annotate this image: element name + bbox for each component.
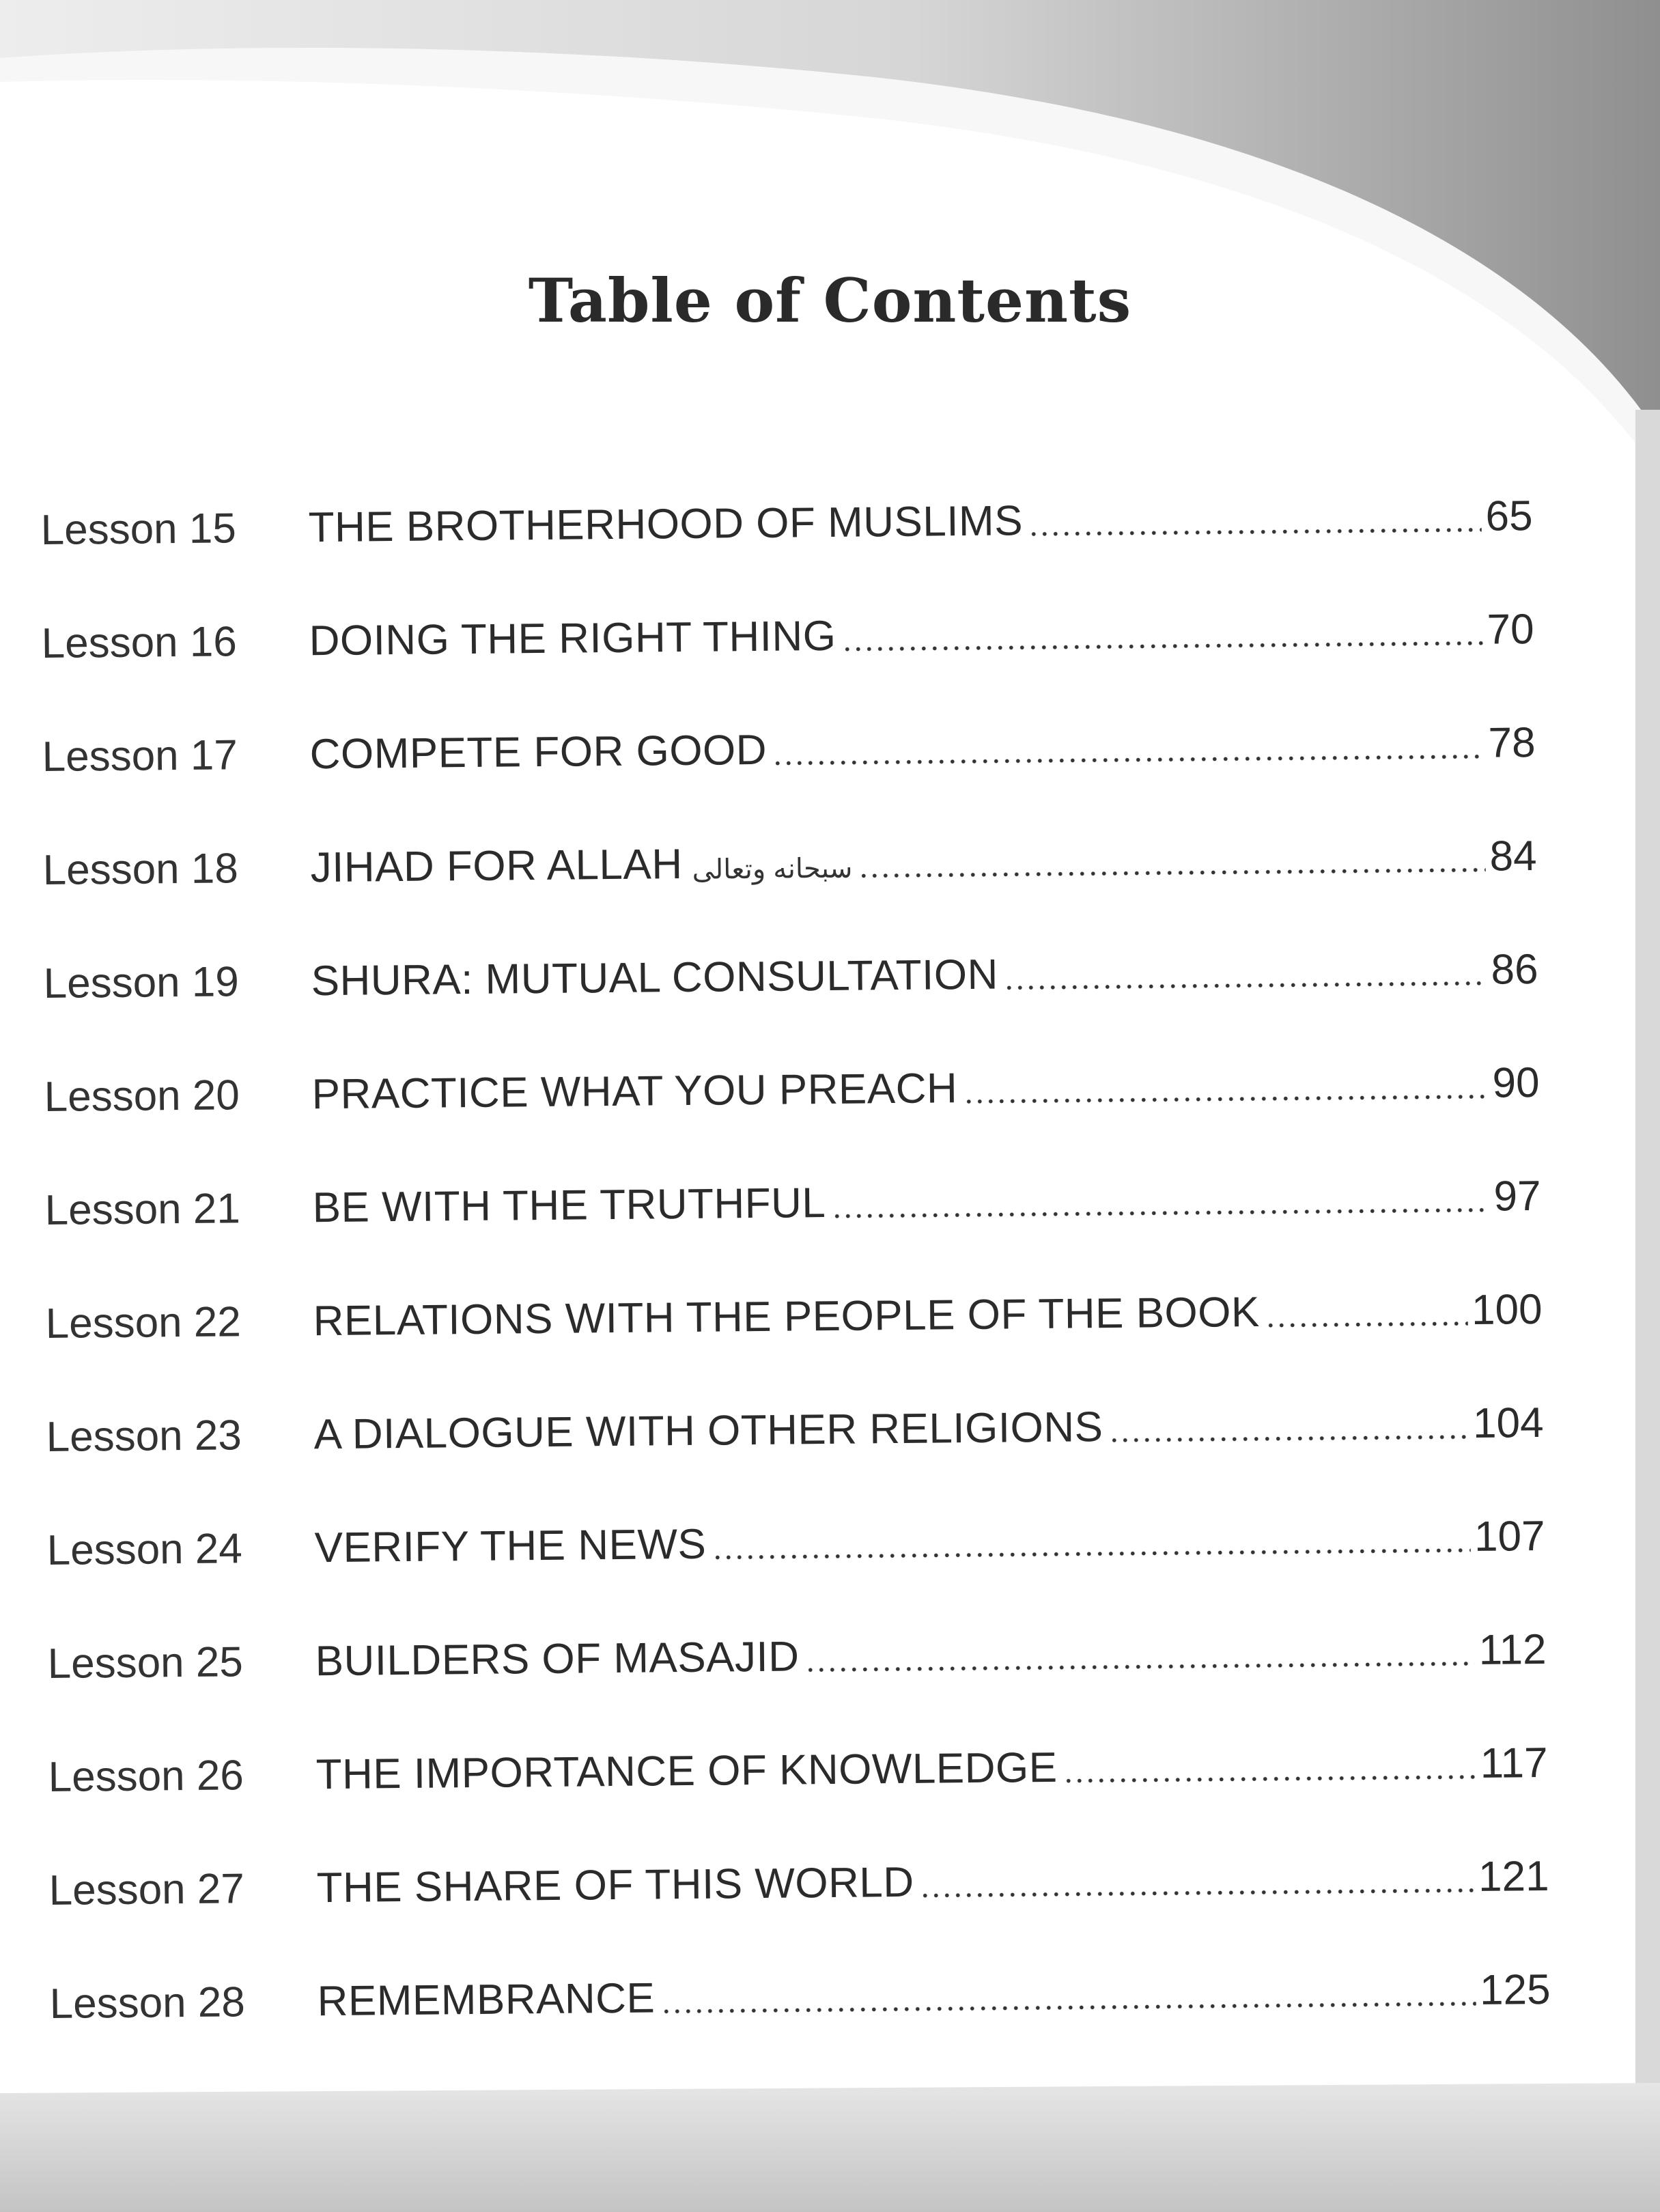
lesson-number: Lesson 25	[47, 1638, 244, 1688]
dot-leader	[1004, 981, 1487, 991]
lesson-title: A DIALOGUE WITH OTHER RELIGIONS	[313, 1403, 1103, 1459]
entry-line	[308, 492, 1533, 552]
entry-line	[310, 832, 1537, 892]
toc-entry-lesson-23[interactable]	[46, 1386, 1544, 1461]
toc-entry-lesson-26[interactable]	[48, 1726, 1548, 1802]
page-number: 125	[1479, 1965, 1551, 2014]
page-number: 86	[1491, 945, 1538, 994]
lesson-number: Lesson 15	[40, 505, 237, 555]
dot-leader	[660, 2001, 1476, 2014]
toc-entry-lesson-28[interactable]	[49, 1952, 1551, 2028]
dot-leader	[1109, 1434, 1469, 1443]
honorific-calligraphy: سبحانه وتعالى	[692, 853, 853, 885]
page-number: 70	[1487, 606, 1534, 654]
entry-line	[317, 1965, 1551, 2026]
page-number: 100	[1471, 1285, 1543, 1334]
page-number: 78	[1488, 719, 1536, 767]
page-title: Table of Contents	[528, 265, 1132, 336]
toc-entry-lesson-20[interactable]	[44, 1046, 1540, 1121]
lesson-title: SHURA: MUTUAL CONSULTATION	[311, 951, 999, 1005]
toc-entry-lesson-16[interactable]	[41, 592, 1534, 668]
lesson-title: THE BROTHERHOOD OF MUSLIMS	[308, 497, 1024, 552]
dot-leader	[772, 754, 1485, 766]
dot-leader	[712, 1548, 1470, 1560]
dot-leader	[1028, 527, 1482, 537]
entry-line	[316, 1852, 1549, 1912]
entry-line	[309, 605, 1534, 665]
lesson-number: Lesson 28	[49, 1978, 246, 2028]
entry-line	[313, 1399, 1544, 1459]
page-number: 90	[1492, 1059, 1540, 1107]
dot-leader	[842, 641, 1483, 652]
page-number: 65	[1485, 492, 1533, 540]
dot-leader	[858, 867, 1485, 879]
entry-line	[312, 1172, 1541, 1232]
lesson-title: COMPETE FOR GOOD	[309, 726, 768, 779]
lesson-number: Lesson 18	[42, 845, 239, 894]
lesson-number: Lesson 26	[48, 1752, 244, 1801]
toc-entry-lesson-17[interactable]	[42, 705, 1536, 781]
toc-entry-lesson-25[interactable]	[47, 1612, 1547, 1688]
lesson-number: Lesson 16	[41, 618, 238, 668]
entry-line	[315, 1739, 1548, 1799]
lesson-title: DOING THE RIGHT THING	[309, 612, 836, 665]
lesson-number: Lesson 24	[46, 1525, 243, 1574]
lesson-title: BUILDERS OF MASAJID	[315, 1633, 800, 1685]
lesson-number: Lesson 22	[45, 1298, 242, 1347]
entry-line	[313, 1285, 1543, 1345]
toc-entry-lesson-21[interactable]	[44, 1159, 1541, 1235]
lesson-title: REMEMBRANCE	[317, 1974, 656, 2026]
lesson-title: JIHAD FOR ALLAH	[310, 841, 683, 892]
page-number: 107	[1474, 1512, 1545, 1560]
dot-leader	[963, 1094, 1488, 1104]
entry-line	[311, 1059, 1540, 1119]
dot-leader	[1063, 1774, 1476, 1784]
page-number: 112	[1478, 1625, 1547, 1674]
lesson-title: THE SHARE OF THIS WORLD	[316, 1858, 914, 1912]
lesson-title: BE WITH THE TRUTHFUL	[312, 1179, 826, 1232]
dot-leader	[1265, 1321, 1467, 1328]
dot-leader	[920, 1888, 1475, 1899]
toc-entry-lesson-19[interactable]	[43, 932, 1538, 1008]
lesson-title: VERIFY THE NEWS	[314, 1520, 707, 1572]
toc-entry-lesson-27[interactable]	[48, 1839, 1549, 1915]
lesson-title: RELATIONS WITH THE PEOPLE OF THE BOOK	[313, 1288, 1261, 1345]
toc-entry-lesson-18[interactable]	[42, 819, 1537, 895]
entry-line	[315, 1625, 1547, 1685]
lesson-title: PRACTICE WHAT YOU PREACH	[311, 1065, 958, 1119]
lesson-number: Lesson 27	[48, 1865, 245, 1914]
page-number: 117	[1480, 1739, 1548, 1787]
toc-entry-lesson-15[interactable]	[40, 479, 1533, 555]
entry-line	[311, 945, 1538, 1005]
page-number: 97	[1493, 1172, 1541, 1220]
lesson-number: Lesson 21	[44, 1185, 241, 1234]
lesson-number: Lesson 23	[46, 1412, 242, 1461]
dot-leader	[805, 1661, 1475, 1672]
lesson-number: Lesson 17	[42, 731, 238, 781]
page-number: 104	[1472, 1399, 1544, 1447]
dot-leader	[831, 1207, 1489, 1219]
toc-entry-lesson-22[interactable]	[45, 1272, 1543, 1348]
page-number: 84	[1489, 832, 1537, 880]
lesson-title: THE IMPORTANCE OF KNOWLEDGE	[315, 1744, 1058, 1799]
entry-line	[314, 1512, 1545, 1572]
page-number: 121	[1478, 1852, 1549, 1901]
lesson-number: Lesson 19	[43, 958, 240, 1007]
entry-line	[309, 718, 1536, 779]
toc-entry-lesson-24[interactable]	[46, 1499, 1545, 1575]
lesson-number: Lesson 20	[44, 1072, 240, 1121]
